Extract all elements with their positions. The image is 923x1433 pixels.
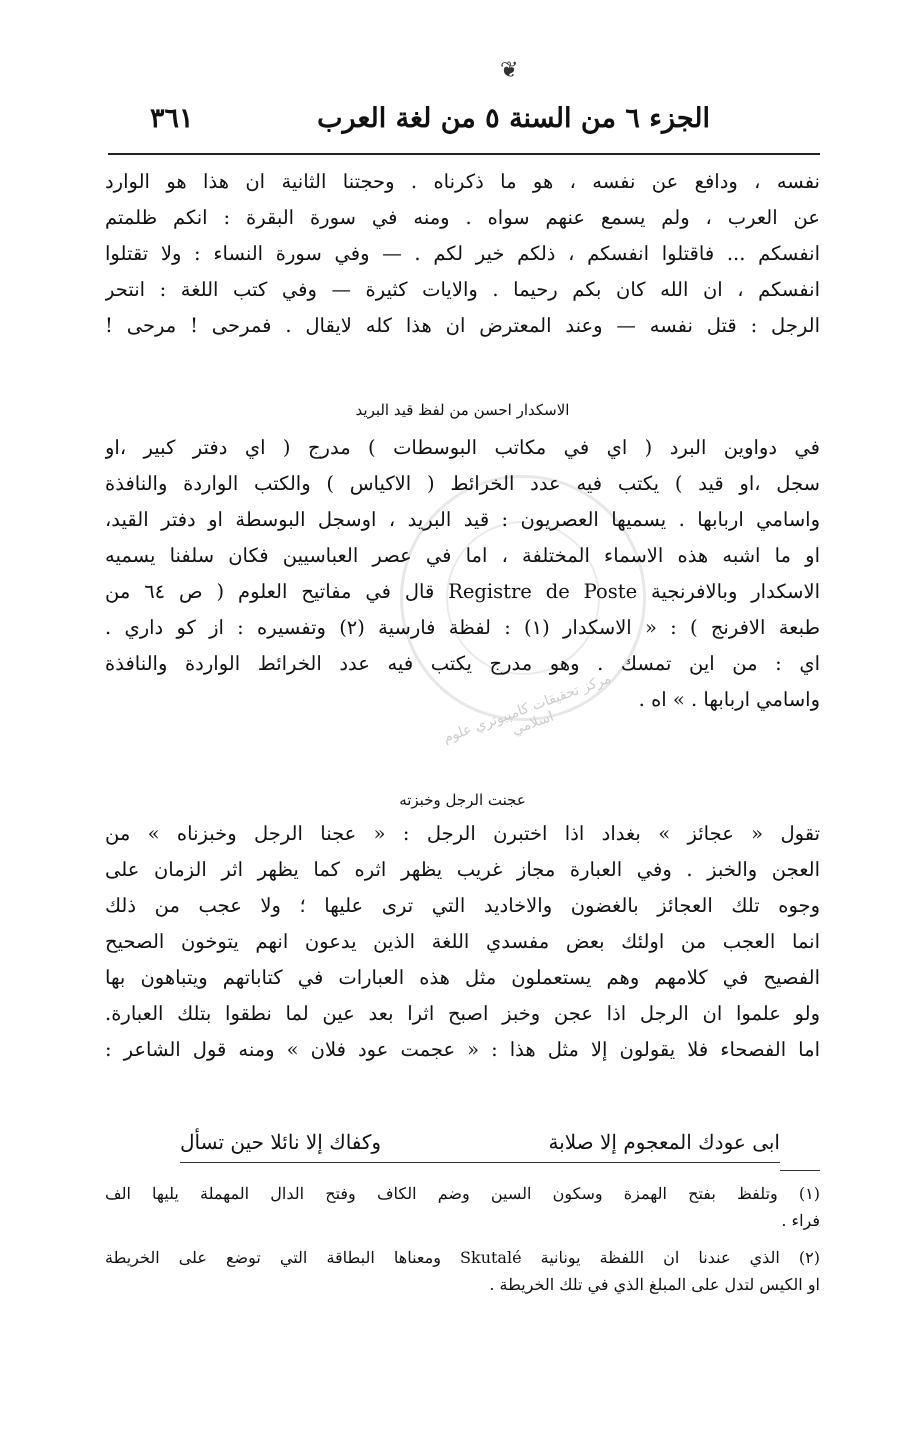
verse-hemistich-1: ابى عودك المعجوم إلا صلابة: [548, 1130, 780, 1154]
text-line: العجن والخبز . وفي العبارة مجاز غريب يظهر اثره كما يظهر اثر الزمان على: [105, 858, 820, 881]
text-line: الاسكدار وبالافرنجية Registre de Poste قال في مفاتيح العلوم ( ص ٦٤ من: [105, 580, 820, 603]
text-line: عن العرب ، ولم يسمع عنهم سواه . ومنه في سورة البقرة : انكم ظلمتم: [105, 206, 820, 229]
footnote-2: [105, 1244, 820, 1298]
header-divider: [108, 153, 820, 155]
text-line: الرجل : قتل نفسه — وعند المعترض ان هذا كله لايقال . فمرحى ! مرحى !: [105, 314, 820, 337]
text-line: انما العجب من اولئك بعض مفسدي اللغة الذين يدعون انهم يتوخون الصحيح: [105, 930, 820, 953]
text-line: تقول « عجائز » بغداد اذا اختبرن الرجل : « عجنا الرجل وخبزناه » من: [105, 822, 820, 845]
page-number: ٣٦١: [150, 102, 194, 134]
text-line: الفصيح في كلامهم وهم يستعملون مثل هذه العبارات في كتاباتهم ويتباهون بها: [105, 966, 820, 989]
header-title: الجزء ٦ من السنة ٥ من لغة العرب: [317, 102, 710, 134]
text-line: انفسكم ، ان الله كان بكم رحيما . والايات كثيرة — وفي كتب اللغة : انتحر: [105, 278, 820, 301]
section-ajnat: [105, 816, 820, 1068]
text-line: واسامي اربابها . » اه .: [638, 688, 820, 711]
footnote-line: (١) وتلفظ بفتح الهمزة وسكون السين وضم الكاف وفتح الدال المهملة يليها الف: [105, 1184, 820, 1203]
footnote-1: [105, 1180, 820, 1234]
footnote-line: او الكيس لتدل على المبلغ الذي في تلك الخريطة .: [489, 1275, 820, 1294]
text-line: وجوه تلك العجائز بالغضون والاخاديد التي ترى عليها ؛ ولا عجب من ذلك: [105, 894, 820, 917]
text-line: في دواوين البرد ( اي في مكاتب البوسطات ) مدرج ( اي دفتر كبير ،او: [105, 436, 820, 459]
verse-hemistich-2: وكفاك إلا نائلا حين تسأل: [180, 1130, 382, 1154]
section-heading-iskdar: الاسكدار احسن من لفظ قيد البريد: [355, 401, 570, 419]
text-line: طبعة الافرنج ) : « الاسكدار (١) : لفظة فارسية (٢) وتفسيره : از كو داري .: [105, 616, 820, 639]
running-header: [150, 88, 710, 148]
text-line: اي : من اين تمسك . وهو مدرج يكتب فيه عدد الخرائط الواردة والنافذة: [105, 652, 820, 675]
text-line: ولو علموا ان الرجل اذا عجن وخبز اصبح اثرا بعد عين لما نطقوا بتلك العبارة.: [105, 1002, 820, 1025]
text-line: اما الفصحاء فلا يقولون إلا مثل هذا : « عجمت عود فلان » ومنه قول الشاعر :: [105, 1038, 820, 1061]
watermark-text: مركز تحقيقات كامپيوتري علوم اسلامي: [441, 670, 614, 747]
paragraph-1: [105, 164, 820, 344]
text-line: نفسه ، ودافع عن نفسه ، هو ما ذكرناه . وحجتنا الثانية ان هذا هو الوارد: [105, 170, 820, 193]
section-heading-ajnat: عجنت الرجل وخبزته: [399, 791, 526, 809]
footnote-line: (٢) الذي عندنا ان اللفظة يونانية Skutalé ومعناها البطاقة التي توضع على الخريطة: [105, 1248, 820, 1267]
footnote-divider: [780, 1170, 820, 1171]
text-line: سجل ،او قيد ) يكتب فيه عدد الخرائط ( الاكياس ) والكتب الواردة والنافذة: [105, 472, 820, 495]
ornament-icon: ❦: [500, 58, 519, 83]
text-line: واسامي اربابها . يسميها العصريون : قيد البريد ، اوسجل البوسطة او دفتر القيد،: [105, 508, 820, 531]
footnote-line: فراء .: [781, 1211, 820, 1230]
text-line: او ما اشبه هذه الاسماء المختلفة ، اما في عصر العباسيين فكان سلفنا يسميه: [105, 544, 820, 567]
poetry-verse: [180, 1130, 780, 1154]
text-line: انفسكم ... فاقتلوا انفسكم ، ذلكم خير لكم . — وفي سورة النساء : ولا تقتلوا: [105, 242, 820, 265]
section-iskdar: [105, 430, 820, 718]
verse-underline: [180, 1162, 780, 1163]
